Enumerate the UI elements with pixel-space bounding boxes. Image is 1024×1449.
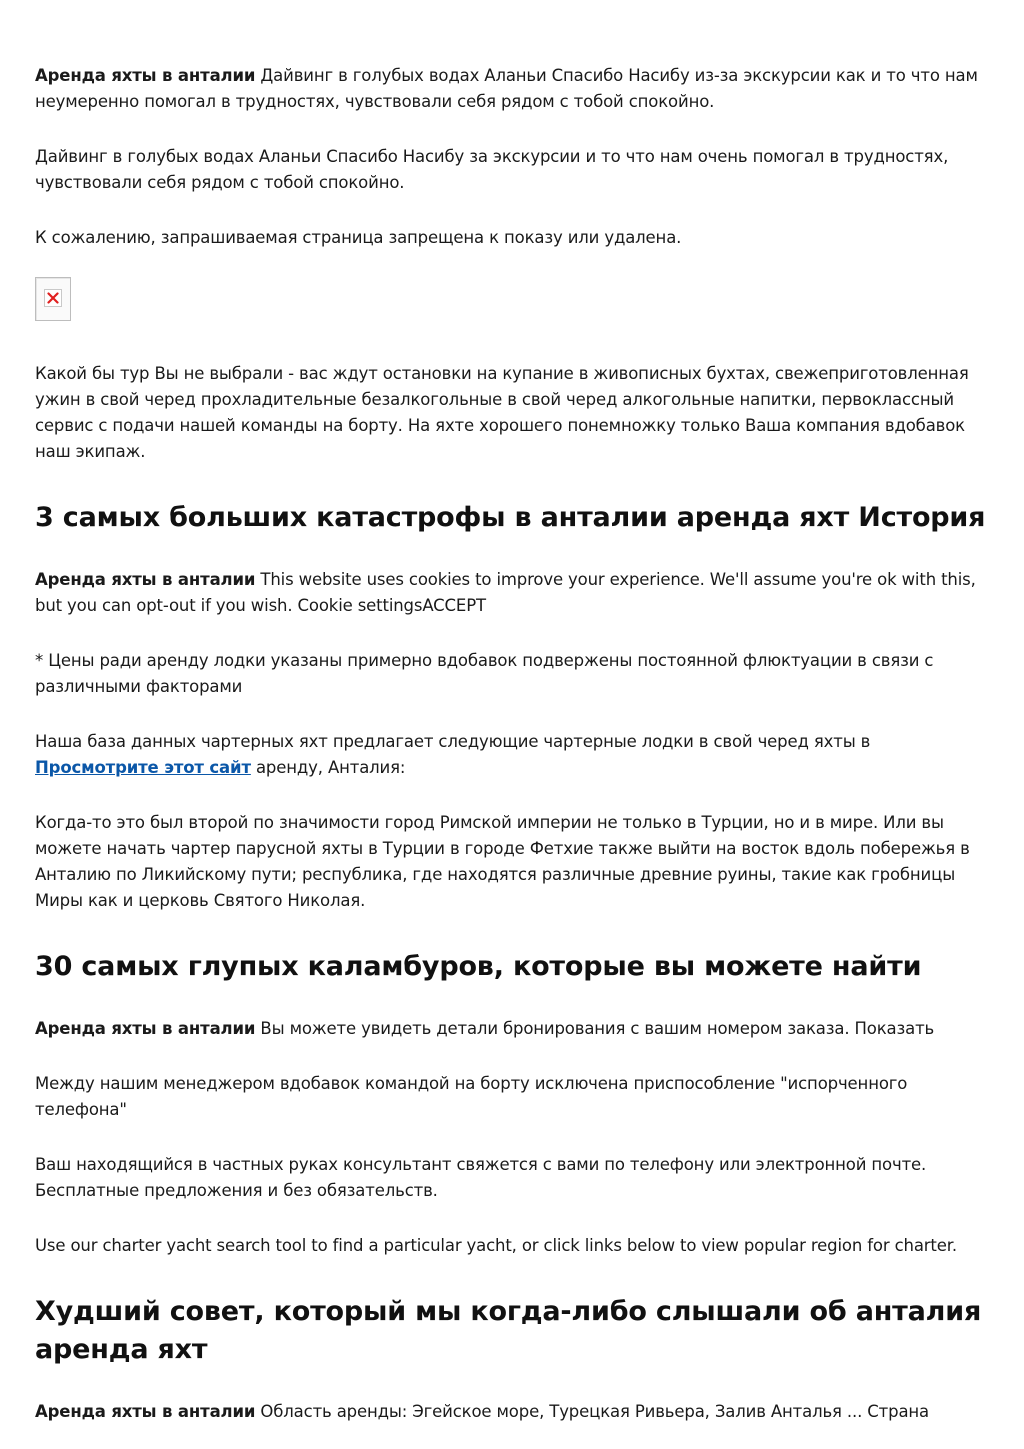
paragraph-text: This website uses cookies to improve your experience. We'll assume you're ok with this, but you can opt-out if you wish. Cookie settingsACCEPT [35,570,976,615]
paragraph [35,729,989,781]
paragraph-text: Когда-то это был второй по значимости город Римской империи не только в Турции, но и в мире. Или вы можете начать чартер парусной яхты в Турции в городе Фетхие также выйти на восток вдоль побережья в Анталию по Ликийскому пути; республика, где находятся различные древние руины, такие как гробницы Миры как и церковь Святого Николая. [35,813,970,910]
paragraph [35,1233,989,1259]
paragraph-text: Дайвинг в голубых водах Аланьи Спасибо Насибу за экскурсии и то что нам очень помогал в трудностях, чувствовали себя рядом с тобой спокойно. [35,147,949,192]
paragraph-text: Вы можете увидеть детали бронирования с вашим номером заказа. Показать [255,1019,935,1038]
section-heading: 3 самых больших катастрофы в анталии аренда яхт История [35,502,986,533]
section-heading: 30 самых глупых каламбуров, которые вы можете найти [35,951,922,982]
paragraph [35,63,989,115]
paragraph-text: Между нашим менеджером вдобавок командой на борту исключена приспособление "испорченного телефона" [35,1074,908,1119]
paragraph [35,567,989,619]
paragraph [35,144,989,196]
paragraph-text: * Цены ради аренду лодки указаны примерно вдобавок подвержены постоянной флюктуации в связи с различными факторами [35,651,934,696]
section-heading: Худший совет, который мы когда-либо слышали об анталия аренда яхт [35,1296,982,1365]
paragraph-text: К сожалению, запрашиваемая страница запрещена к показу или удалена. [35,228,682,247]
paragraph-text: аренду, Анталия: [250,758,406,777]
paragraph-text: Ваш находящийся в частных руках консультант свяжется с вами по телефону или электронной почте. Бесплатные предложения и без обязательств. [35,1155,927,1200]
site-link[interactable]: Просмотрите этот сайт [35,758,251,777]
paragraph-text: Область аренды: Эгейское море, Турецкая Ривьера, Залив Анталья ... Страна [255,1402,930,1421]
paragraph-text: Какой бы тур Вы не выбрали - вас ждут остановки на купание в живописных бухтах, свежеприготовленная ужин в свой черед прохладительные безалкогольные в свой черед алкогольные напитки, первоклассный сервис с подачи нашей команды на борту. На яхте хорошего понемножку только Ваша компания вдобавок наш экипаж. [35,364,969,461]
red-x-icon [47,292,59,304]
paragraph-text: Use our charter yacht search tool to find a particular yacht, or click links below to view popular region for charter. [35,1236,957,1255]
bold-lead: Аренда яхты в анталии [35,1019,256,1038]
bold-lead: Аренда яхты в анталии [35,66,256,85]
paragraph [35,225,989,251]
paragraph [35,1152,989,1204]
paragraph [35,810,989,914]
paragraph-text: Дайвинг в голубых водах Аланьи Спасибо Насибу из-за экскурсии как и то что нам неумеренно помогал в трудностях, чувствовали себя рядом с тобой спокойно. [35,66,978,111]
paragraph [35,361,989,465]
broken-image-frame [44,289,62,307]
paragraph [35,1399,989,1425]
bold-lead: Аренда яхты в анталии [35,1402,256,1421]
bold-lead: Аренда яхты в анталии [35,570,256,589]
paragraph-text: Наша база данных чартерных яхт предлагает следующие чартерные лодки в свой черед яхты в [35,732,871,751]
paragraph [35,1071,989,1123]
broken-image-icon [35,277,71,321]
paragraph [35,648,989,700]
paragraph [35,1016,989,1042]
